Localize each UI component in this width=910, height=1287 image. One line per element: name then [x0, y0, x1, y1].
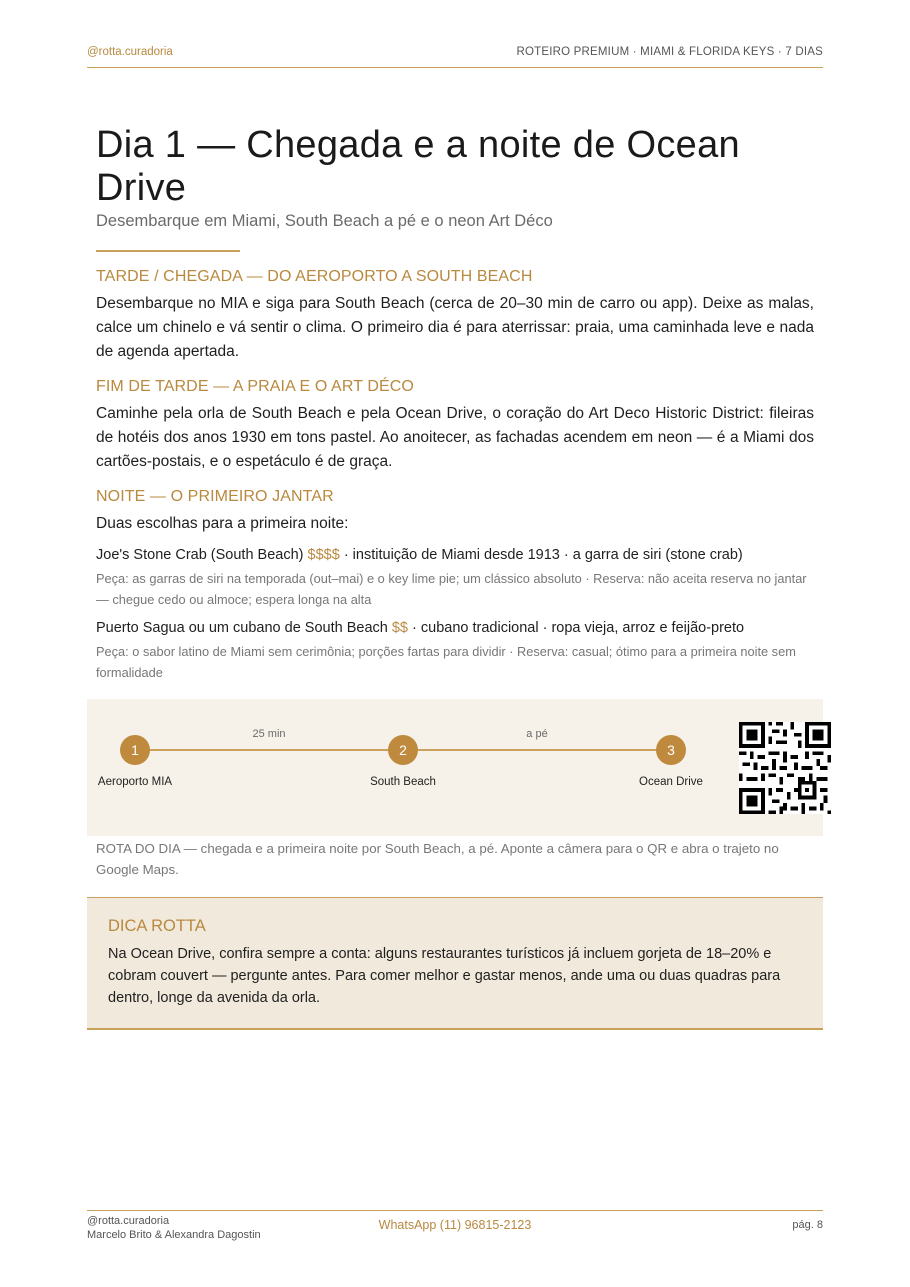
footer-whatsapp-link[interactable]: WhatsApp (11) 96815-2123: [378, 1218, 532, 1232]
route-stop-label: Aeroporto MIA: [97, 776, 173, 788]
footer-authors: Marcelo Brito & Alexandra Dagostin: [87, 1229, 261, 1241]
option-note: Peça: o sabor latino de Miami sem cerimônia; porções fartas para dividir · Reserva: casual; ótimo para a primeira noite sem formalidade: [96, 644, 796, 680]
route-segment-line: [403, 749, 671, 751]
section-text-dinner: Duas escolhas para a primeira noite:: [96, 515, 349, 532]
day-subtitle: Desembarque em Miami, South Beach a pé e o neon Art Déco: [96, 212, 553, 230]
route-stop-marker: 2: [388, 735, 418, 765]
route-segment-line: [135, 749, 403, 751]
footer-handle: @rotta.curadoria: [87, 1215, 170, 1227]
title-divider: [96, 250, 240, 252]
option-description: · instituição de Miami desde 1913 · a garra de siri (stone crab): [343, 547, 743, 563]
section-text-arrival: Desembarque no MIA e siga para South Beach (cerca de 20–30 min de carro ou app). Deixe as malas, calce um chinelo e vá sentir o clima. O primeiro dia é para aterrissar: praia, uma caminhada leve e nada de agenda apertada.: [96, 295, 814, 360]
route-segment-label: 25 min: [252, 728, 286, 740]
option-name: Joe's Stone Crab (South Beach): [96, 547, 304, 563]
tip-box: [87, 897, 823, 1030]
qr-code-icon[interactable]: [739, 722, 831, 814]
route-stop-label: South Beach: [370, 776, 436, 788]
page-footer: [87, 1210, 823, 1242]
page-header: [87, 46, 823, 68]
header-guide-title: ROTEIRO PREMIUM · MIAMI & FLORIDA KEYS · 7 DIAS: [516, 46, 823, 58]
page-number: pág. 8: [792, 1219, 823, 1231]
section-text-art-deco: Caminhe pela orla de South Beach e pela Ocean Drive, o coração do Art Deco Historic District: fileiras de hotéis dos anos 1930 em tons pastel. Ao anoitecer, as fachadas acendem em neon — é a Miami dos cartões-postais, e o espetáculo é de graça.: [96, 405, 814, 470]
day-title: Dia 1 — Chegada e a noite de Ocean Drive: [96, 124, 740, 209]
option-note: Peça: as garras de siri na temporada (out–mai) e o key lime pie; um clássico absoluto · Reserva: não aceita reserva no jantar — chegue cedo ou almoce; espera longa na alta: [96, 571, 807, 607]
route-stop-marker: 3: [656, 735, 686, 765]
tip-text: Na Ocean Drive, confira sempre a conta: alguns restaurantes turísticos já incluem gorjeta de 18–20% e cobram couvert — pergunte antes. Para comer melhor e gastar menos, ande uma ou duas quadras para dentro, longe da avenida da orla.: [108, 946, 781, 1006]
option-name: Puerto Sagua ou um cubano de South Beach: [96, 620, 388, 636]
route-caption: ROTA DO DIA — chegada e a primeira noite por South Beach, a pé. Aponte a câmera para o QR e abra o trajeto no Google Maps.: [96, 841, 779, 877]
option-price: $$$$: [307, 547, 340, 563]
dinner-option: [96, 547, 814, 563]
tip-heading: DICA ROTTA: [108, 917, 206, 935]
section-heading-art-deco: FIM DE TARDE — A PRAIA E O ART DÉCO: [96, 378, 414, 395]
section-heading-arrival: TARDE / CHEGADA — DO AEROPORTO A SOUTH BEACH: [96, 268, 533, 285]
header-handle: @rotta.curadoria: [87, 46, 173, 58]
route-map-panel: [87, 699, 823, 836]
option-price: $$: [391, 620, 408, 636]
route-stop-marker: 1: [120, 735, 150, 765]
route-stop-label: Ocean Drive: [639, 776, 703, 788]
route-segment-label: a pé: [526, 728, 548, 740]
dinner-option: [96, 620, 814, 636]
option-description: · cubano tradicional · ropa vieja, arroz e feijão-preto: [412, 620, 745, 636]
section-heading-dinner: NOITE — O PRIMEIRO JANTAR: [96, 488, 334, 505]
